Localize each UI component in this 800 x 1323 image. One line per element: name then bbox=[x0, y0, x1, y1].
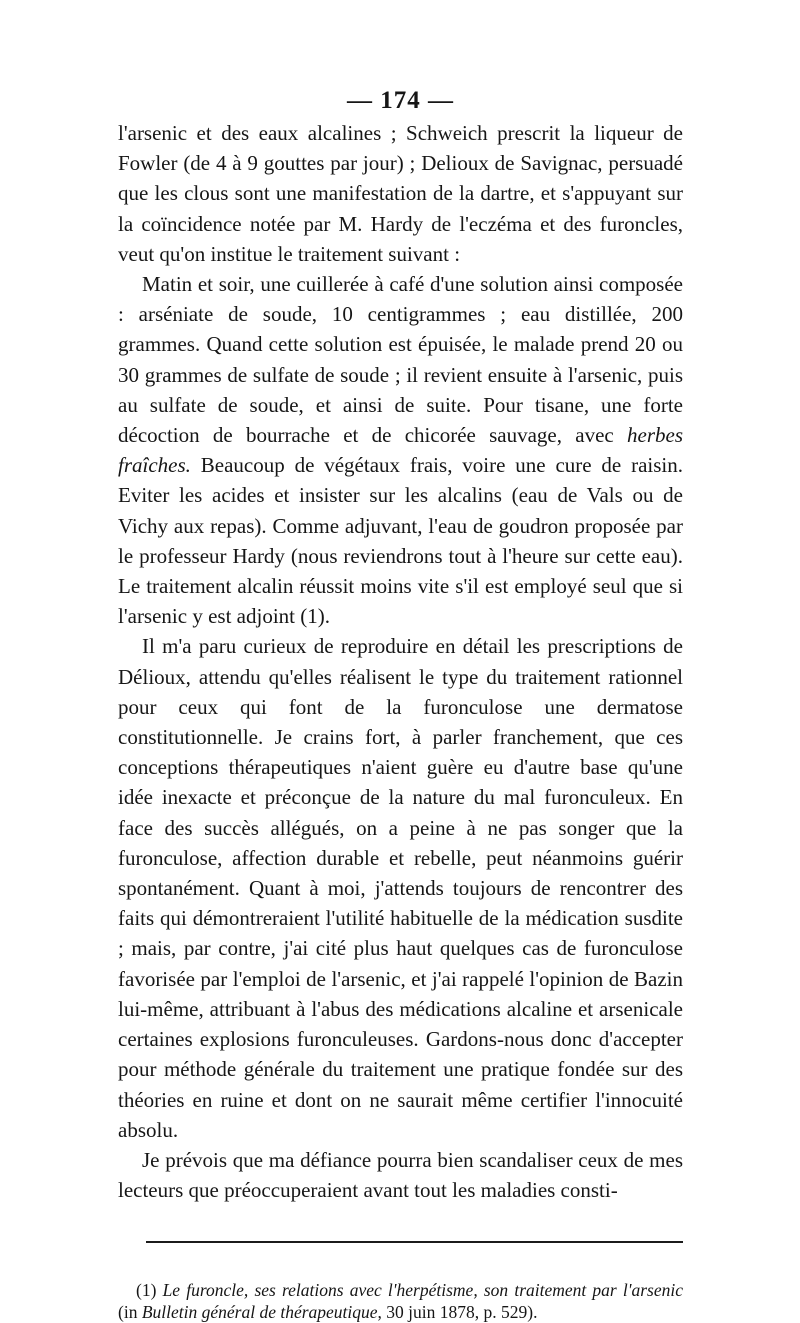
paragraph bbox=[118, 1145, 683, 1205]
paragraph bbox=[118, 269, 683, 631]
footnote-journal-title: Bulletin général de thérapeutique bbox=[141, 1302, 378, 1323]
text-segment: Matin et soir, une cuillerée à café d'une solution ainsi composée : arséniate de soude, 10 centigrammes ; eau distillée, 200 grammes. Quand cette solution est épuisée, le malade prend 20 ou 30 grammes de sulfate de soude ; il revient ensuite à l'arsenic, puis au sulfate de soude, et ainsi de suite. Pour tisane, une forte décoction de bourrache et de chicorée sauvage, avec bbox=[118, 272, 683, 448]
text-segment: Je prévois que ma défiance pourra bien scandaliser ceux de mes lecteurs que préoccuperaient avant tout les maladies consti- bbox=[118, 1147, 683, 1203]
text-segment: Il m'a paru curieux de reproduire en détail les prescriptions de Délioux, attendu qu'elles réalisent le type du traitement rationnel pour ceux qui font de la furonculose une dermatose constitutionnelle. Je crains fort, à parler franchement, que ces conceptions thérapeutiques n'aient guère eu d'autre base qu'une idée inexacte et préconçue de la nature du mal furonculeux. En face des succès allégués, on a peine à ne pas songer que la furonculose, affection durable et rebelle, peut néanmoins guérir spontanément. Quant à moi, j'attends toujours de rencontrer des faits qui démontreraient l'utilité habituelle de la médication susdite ; mais, par contre, j'ai cité plus haut quelques cas de furonculose favorisée par l'emploi de l'arsenic, et j'ai rappelé l'opinion de Bazin lui-même, attribuant à l'abus des médications alcaline et arsenicale certaines explosions furonculeuses. Gardons-nous donc d'accepter pour méthode générale du traitement une pratique fondée sur des théories en ruine et dont on ne saurait même certifier l'innocuité absolu. bbox=[118, 634, 683, 1142]
footnote-divider bbox=[146, 1241, 683, 1243]
footnote-marker: (1) bbox=[136, 1280, 163, 1301]
text-segment: Beaucoup de végétaux frais, voire une cure de raisin. Eviter les acides et insister sur les alcalins (eau de Vals ou de Vichy aux repas). Comme adjuvant, l'eau de goudron proposée par le professeur Hardy (nous reviendrons tout à l'heure sur cette eau). Le traitement alcalin réussit moins vite s'il est employé seul que si l'arsenic y est adjoint (1). bbox=[118, 453, 683, 629]
text-segment: l'arsenic et des eaux alcalines ; Schweich prescrit la liqueur de Fowler (de 4 à 9 gouttes par jour) ; Delioux de Savignac, persuadé que les clous sont une manifestation de la dartre, et s'appuyant sur la coïncidence notée par M. Hardy de l'eczéma et des furoncles, veut qu'on institue le traitement suivant : bbox=[118, 121, 683, 266]
paragraph bbox=[118, 631, 683, 1144]
footnote-article-title: Le furoncle, ses relations avec l'herpétisme, son traitement par l'arsenic bbox=[162, 1280, 684, 1301]
italic-text-segment: herbes fraîches. bbox=[118, 423, 683, 478]
footnote-citation: , 30 juin 1878, p. 529). bbox=[377, 1302, 538, 1323]
page-number: — 174 — bbox=[347, 87, 454, 114]
paragraph bbox=[118, 118, 683, 269]
book-page bbox=[118, 86, 683, 1323]
body-text bbox=[118, 118, 683, 1205]
text-segment: (in bbox=[118, 1302, 142, 1323]
footnote bbox=[118, 1279, 683, 1323]
